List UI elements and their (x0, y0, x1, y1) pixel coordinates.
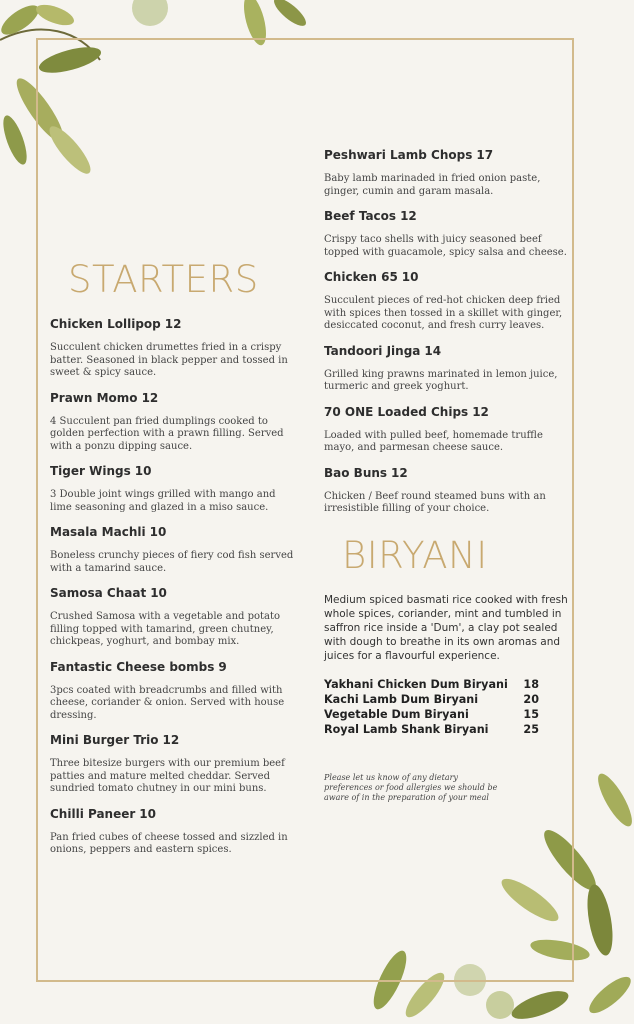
item-name: Vegetable Dum Biryani (324, 707, 469, 721)
menu-item (324, 466, 574, 516)
biryani-list (324, 677, 539, 737)
item-price: 12 (164, 317, 182, 331)
item-name: Tandoori Jinga (324, 343, 421, 358)
dietary-note: Please let us know of any dietary preferences or food allergies we should be aware of in the preparation of your meal (324, 772, 498, 802)
menu-item (50, 317, 300, 380)
item-price: 14 (424, 343, 442, 358)
menu-item (324, 270, 574, 333)
menu-item (50, 464, 300, 514)
item-name: Samosa Chaat (50, 586, 147, 600)
menu-item (50, 660, 300, 723)
item-price: 18 (523, 677, 539, 691)
biryani-item (324, 677, 539, 692)
item-description: Succulent pieces of red-hot chicken deep fried with spices then tossed in a skillet with ginger, desiccated coconut, and fresh curry leaves. (324, 295, 563, 331)
item-price: 10 (134, 464, 152, 478)
biryani-intro: Medium spiced basmati rice cooked with fresh whole spices, coriander, mint and tumbled in saffron rice inside a 'Dum', a clay pot sealed with dough to breathe in its own aromas and juices for a flavourful experience. (324, 593, 568, 662)
starters-title: STARTERS (68, 258, 259, 301)
item-name: Kachi Lamb Dum Biryani (324, 692, 479, 706)
item-description: Pan fried cubes of cheese tossed and sizzled in onions, peppers and eastern spices. (50, 831, 288, 855)
item-price: 12 (472, 404, 489, 419)
item-name: Chicken 65 (324, 270, 398, 284)
item-price: 12 (162, 733, 180, 747)
menu-item (324, 148, 574, 198)
item-description: Crispy taco shells with juicy seasoned beef topped with guacamole, spicy salsa and cheese. (324, 234, 567, 258)
item-name: Bao Buns (324, 465, 388, 480)
item-price: 10 (139, 806, 156, 821)
biryani-item (324, 707, 539, 722)
item-description: Boneless crunchy pieces of fiery cod fish served with a tamarind sauce. (50, 550, 294, 574)
item-price: 20 (523, 692, 539, 706)
item-description: 3pcs coated with breadcrumbs and filled with cheese, coriander & onion. Served with house dressing. (50, 684, 285, 721)
item-name: Tiger Wings (50, 464, 131, 478)
menu-item (324, 209, 574, 259)
item-name: Peshwari Lamb Chops (324, 148, 473, 162)
item-description: Grilled king prawns marinated in lemon juice, turmeric and greek yoghurt. (324, 368, 558, 392)
item-price: 25 (523, 722, 539, 736)
menu-item (324, 405, 574, 455)
item-price: 15 (523, 707, 539, 721)
item-name: Chicken Lollipop (50, 317, 161, 331)
menu-item (50, 807, 300, 857)
item-name: 70 ONE Loaded Chips (324, 404, 469, 419)
item-description: Baby lamb marinaded in fried onion paste, ginger, cumin and garam masala. (324, 173, 541, 197)
item-name: Beef Tacos (324, 209, 397, 223)
item-description: 4 Succulent pan fried dumplings cooked to golden perfection with a prawn filling. Served with a ponzu dipping sauce. (50, 415, 284, 452)
item-description: Crushed Samosa with a vegetable and potato filling topped with tamarind, green chutney, chickpeas, yoghurt, and bombay mix. (50, 611, 281, 647)
item-name: Prawn Momo (50, 390, 138, 405)
menu-item (50, 733, 300, 796)
item-price: 10 (401, 270, 419, 284)
item-name: Mini Burger Trio (50, 733, 159, 747)
item-price: 10 (150, 586, 167, 600)
item-price: 12 (400, 209, 417, 223)
menu-item (50, 525, 300, 575)
item-price: 12 (141, 390, 159, 405)
item-description: Three bitesize burgers with our premium beef patties and mature melted cheddar. Served sundried tomato chutney in our mini buns. (50, 758, 285, 794)
menu-item (324, 344, 574, 394)
item-description: Chicken / Beef round steamed buns with an irresistible filling of your choice. (324, 490, 546, 514)
item-price: 17 (476, 148, 494, 162)
biryani-item (324, 722, 539, 737)
item-name: Masala Machli (50, 525, 146, 539)
menu-item (50, 586, 300, 649)
item-price: 12 (391, 465, 408, 480)
item-name: Yakhani Chicken Dum Biryani (324, 677, 508, 691)
item-price: 9 (218, 659, 227, 674)
item-name: Royal Lamb Shank Biryani (324, 722, 489, 736)
item-name: Chilli Paneer (50, 806, 136, 821)
item-description: 3 Double joint wings grilled with mango and lime seasoning and glazed in a miso sauce. (50, 489, 276, 513)
biryani-item (324, 692, 539, 707)
starters-section (50, 258, 300, 868)
item-name: Fantastic Cheese bombs (50, 659, 215, 674)
menu-item (50, 391, 300, 454)
biryani-title: BIRYANI (342, 533, 488, 577)
item-price: 10 (149, 525, 167, 539)
item-description: Loaded with pulled beef, homemade truffle mayo, and parmesan cheese sauce. (324, 429, 543, 453)
right-column (324, 148, 574, 803)
item-description: Succulent chicken drumettes fried in a crispy batter. Seasoned in black pepper and tossed in sweet & spicy sauce. (50, 342, 288, 378)
